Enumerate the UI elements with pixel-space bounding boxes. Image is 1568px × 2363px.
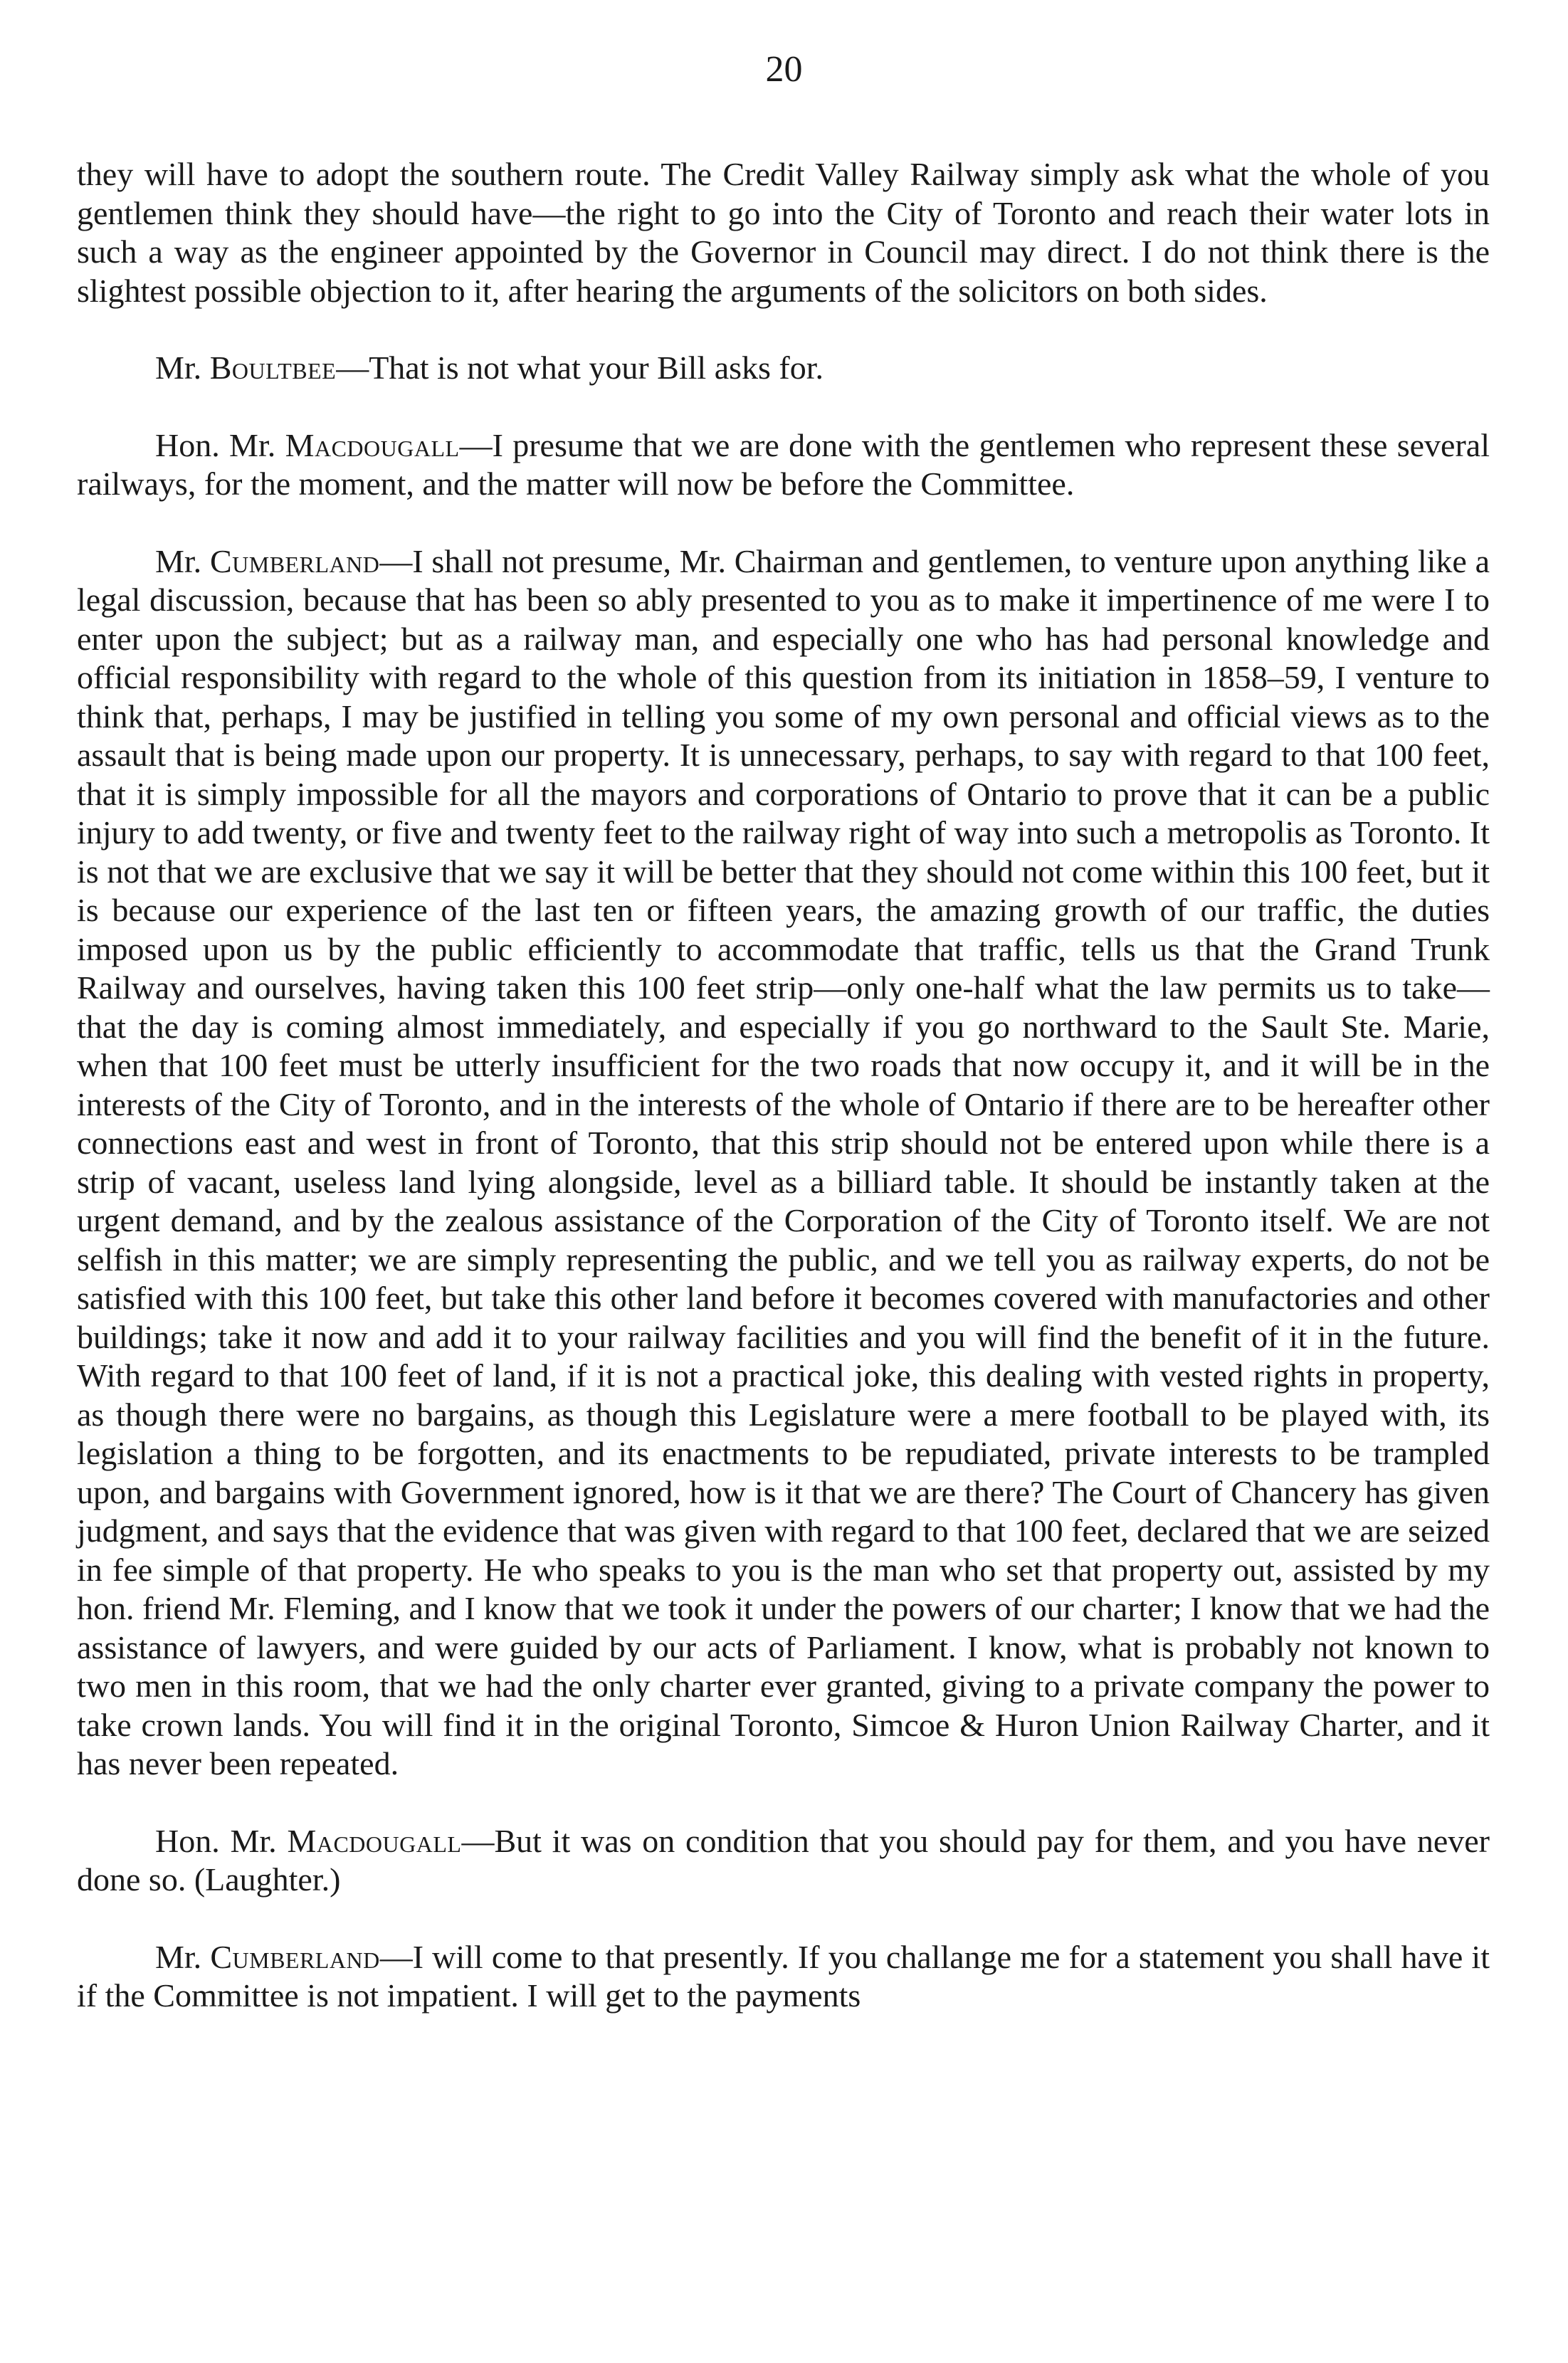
speaker-name: Macdougall [285, 426, 460, 463]
speaker-prefix: Mr. [155, 349, 210, 386]
paragraph-cumberland [77, 542, 1490, 1784]
speaker-prefix: Hon. Mr. [155, 426, 285, 463]
speaker-name: Macdougall [287, 1822, 462, 1859]
paragraph-macdougall [77, 426, 1490, 504]
paragraph-macdougall-reply [77, 1822, 1490, 1900]
paragraph-body: —That is not what your Bill asks for. [336, 349, 824, 386]
paragraph-body: —I shall not presume, Mr. Chairman and gentlemen, to venture upon anything like a legal discussion, because that has been so ably presented to you as to make it impertinence of me were I to enter upon the subject; but as a railway man, and especially one who has had personal knowledge and official responsibility with regard to the whole of this question from its initiation in 1858–59, I venture to think that, perhaps, I may be justified in telling you some of my own personal and official views as to the assault that is being made upon our property. It is unnecessary, perhaps, to say with regard to that 100 feet, that it is simply impossible for all the mayors and corporations of Ontario to prove that it can be a public injury to add twenty, or five and twenty feet to the railway right of way into such a metropolis as Toronto. It is not that we are exclusive that we say it will be better that they should not come within this 100 feet, but it is because our experience of the last ten or fifteen years, the amazing growth of our traffic, the duties imposed upon us by the public efficiently to accommodate that traffic, tells us that the Grand Trunk Railway and ourselves, having taken this 100 feet strip—only one-half what the law permits us to take—that the day is coming almost immediately, and especially if you go northward to the Sault Ste. Marie, when that 100 feet must be utterly insufficient for the two roads that now occupy it, and it will be in the interests of the City of Toronto, and in the interests of the whole of Ontario if there are to be hereafter other connections east and west in front of Toronto, that this strip should not be entered upon while there is a strip of vacant, useless land lying alongside, level as a billiard table. It should be instantly taken at the urgent demand, and by the zealous assistance of the Corporation of the City of Toronto itself. We are not selfish in this matter; we are simply representing the public, and we tell you as railway experts, do not be satisfied with this 100 feet, but take this other land before it becomes covered with manufactories and other buildings; take it now and add it to your railway facilities and you will find the benefit of it in the future. With regard to that 100 feet of land, if it is not a practical joke, this dealing with vested rights in property, as though there were no bargains, as though this Legislature were a mere football to be played with, its legislation a thing to be forgotten, and its enactments to be repudiated, private interests to be trampled upon, and bargains with Government ignored, how is it that we are there? The Court of Chancery has given judgment, and says that the evidence that was given with regard to that 100 feet, declared that we are seized in fee simple of that property. He who speaks to you is the man who set that property out, assisted by my hon. friend Mr. Fleming, and I know that we took it under the powers of our charter; I know that we had the assistance of lawyers, and were guided by our acts of Parliament. I know, what is probably not known to two men in this room, that we had the only charter ever granted, giving to a private company the power to take crown lands. You will find it in the original Toronto, Simcoe & Huron Union Railway Charter, and it has never been repeated. [77, 542, 1490, 1782]
page-number: 20 [765, 49, 803, 90]
paragraph-continuation [77, 155, 1490, 310]
paragraph-body: —I presume that we are done with the gentlemen who represent these several railways, for the moment, and the matter will now be before the Committee. [77, 426, 1490, 502]
paragraph-cumberland-reply [77, 1938, 1490, 2016]
text-column [77, 155, 1490, 2054]
paragraph-body: they will have to adopt the southern route. The Credit Valley Railway simply ask what the whole of you gentlemen think they should have—the right to go into the City of Toronto and reach their water lots in such a way as the engineer appointed by the Governor in Council may direct. I do not think there is the slightest possible objection to it, after hearing the arguments of the solicitors on both sides. [77, 156, 1490, 309]
paragraph-body: —But it was on condition that you should pay for them, and you have never done so. (Laughter.) [77, 1822, 1490, 1898]
speaker-prefix: Mr. [155, 1938, 211, 1975]
paragraph-body: —I will come to that presently. If you challange me for a statement you shall have it if the Committee is not impatient. I will get to the payments [77, 1938, 1490, 2014]
paragraph-boultbee [77, 349, 1490, 388]
speaker-name: Cumberland [210, 1938, 380, 1975]
speaker-name: Boultbee [209, 349, 337, 386]
speaker-prefix: Mr. [155, 542, 210, 579]
speaker-name: Cumberland [209, 542, 380, 579]
speaker-prefix: Hon. Mr. [155, 1822, 288, 1859]
